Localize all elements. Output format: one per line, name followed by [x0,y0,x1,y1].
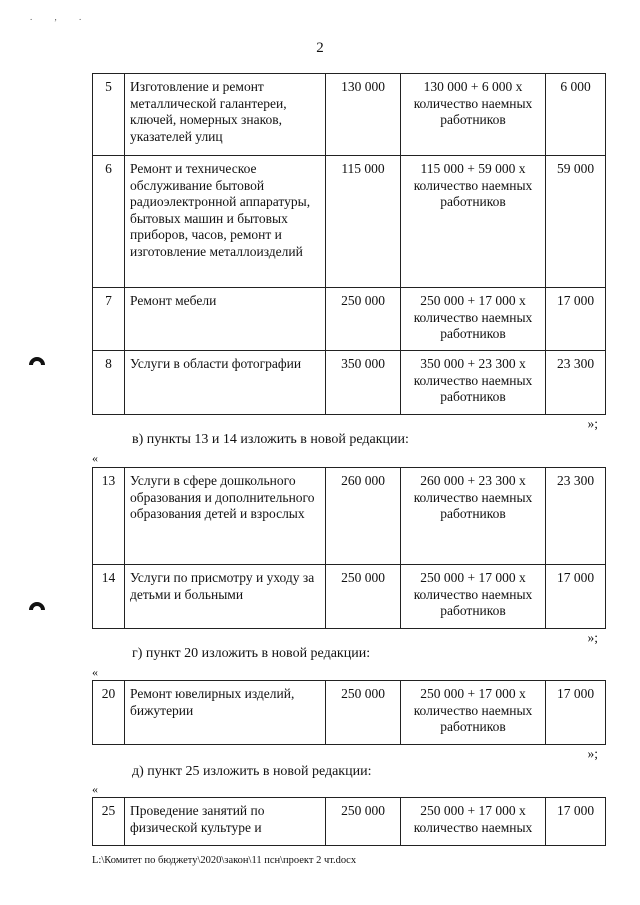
table-row [93,156,606,288]
opening-quote: « [92,782,98,796]
per-worker-amount: 17 000 [546,565,606,629]
service-name: Ремонт ювелирных изделий, бижутерии [125,681,326,745]
table-row [93,288,606,351]
min-amount: 260 000 [326,468,401,565]
closing-quote: »; [587,416,598,431]
service-name: Услуги в сфере дошкольного образования и дополнительного образования детей и взрослых [125,468,326,565]
formula: 130 000 + 6 000 х количество наемных работников [401,74,546,156]
row-number: 8 [93,351,125,415]
min-amount: 350 000 [326,351,401,415]
table-row [93,74,606,156]
row-number: 20 [93,681,125,745]
scan-marks: . , . [30,12,92,22]
instruction-text: в) пункты 13 и 14 изложить в новой редакции: [132,432,409,447]
formula: 250 000 + 17 000 х количество наемных работников [401,288,546,351]
per-worker-amount: 17 000 [546,288,606,351]
min-amount: 130 000 [326,74,401,156]
service-name: Услуги по присмотру и уходу за детьми и больными [125,565,326,629]
instruction-text: д) пункт 25 изложить в новой редакции: [132,764,372,779]
formula: 350 000 + 23 300 х количество наемных работников [401,351,546,415]
formula: 250 000 + 17 000 х количество наемных работников [401,565,546,629]
row-number: 6 [93,156,125,288]
punch-hole-mark [28,350,46,366]
per-worker-amount: 17 000 [546,798,606,846]
page-number: 2 [316,40,324,56]
rates-table-4 [92,797,606,846]
table-row [93,468,606,565]
service-name: Проведение занятий по физической культуре и [125,798,326,846]
per-worker-amount: 59 000 [546,156,606,288]
formula: 260 000 + 23 300 х количество наемных работников [401,468,546,565]
closing-quote: »; [587,630,598,645]
min-amount: 115 000 [326,156,401,288]
formula: 115 000 + 59 000 х количество наемных работников [401,156,546,288]
formula: 250 000 + 17 000 х количество наемных [401,798,546,846]
formula: 250 000 + 17 000 х количество наемных работников [401,681,546,745]
closing-quote: »; [587,746,598,761]
rates-table-1 [92,73,606,415]
file-path-footer: L:\Комитет по бюджету\2020\закон\11 псн\проект 2 чт.docx [92,855,357,866]
row-number: 7 [93,288,125,351]
row-number: 14 [93,565,125,629]
row-number: 13 [93,468,125,565]
per-worker-amount: 6 000 [546,74,606,156]
rates-table-2 [92,467,606,629]
min-amount: 250 000 [326,288,401,351]
service-name: Изготовление и ремонт металлической галантереи, ключей, номерных знаков, указателей улиц [125,74,326,156]
per-worker-amount: 23 300 [546,351,606,415]
service-name: Ремонт мебели [125,288,326,351]
punch-hole-mark [28,595,46,611]
min-amount: 250 000 [326,681,401,745]
table-row [93,681,606,745]
min-amount: 250 000 [326,798,401,846]
service-name: Услуги в области фотографии [125,351,326,415]
rates-table-3 [92,680,606,745]
opening-quote: « [92,451,98,465]
table-row [93,798,606,846]
row-number: 5 [93,74,125,156]
table-row [93,351,606,415]
service-name: Ремонт и техническое обслуживание бытовой радиоэлектронной аппаратуры, бытовых машин и бытовых приборов, часов, ремонт и изготовление металлоизделий [125,156,326,288]
per-worker-amount: 17 000 [546,681,606,745]
opening-quote: « [92,665,98,679]
per-worker-amount: 23 300 [546,468,606,565]
instruction-text: г) пункт 20 изложить в новой редакции: [132,646,371,661]
min-amount: 250 000 [326,565,401,629]
table-row [93,565,606,629]
row-number: 25 [93,798,125,846]
